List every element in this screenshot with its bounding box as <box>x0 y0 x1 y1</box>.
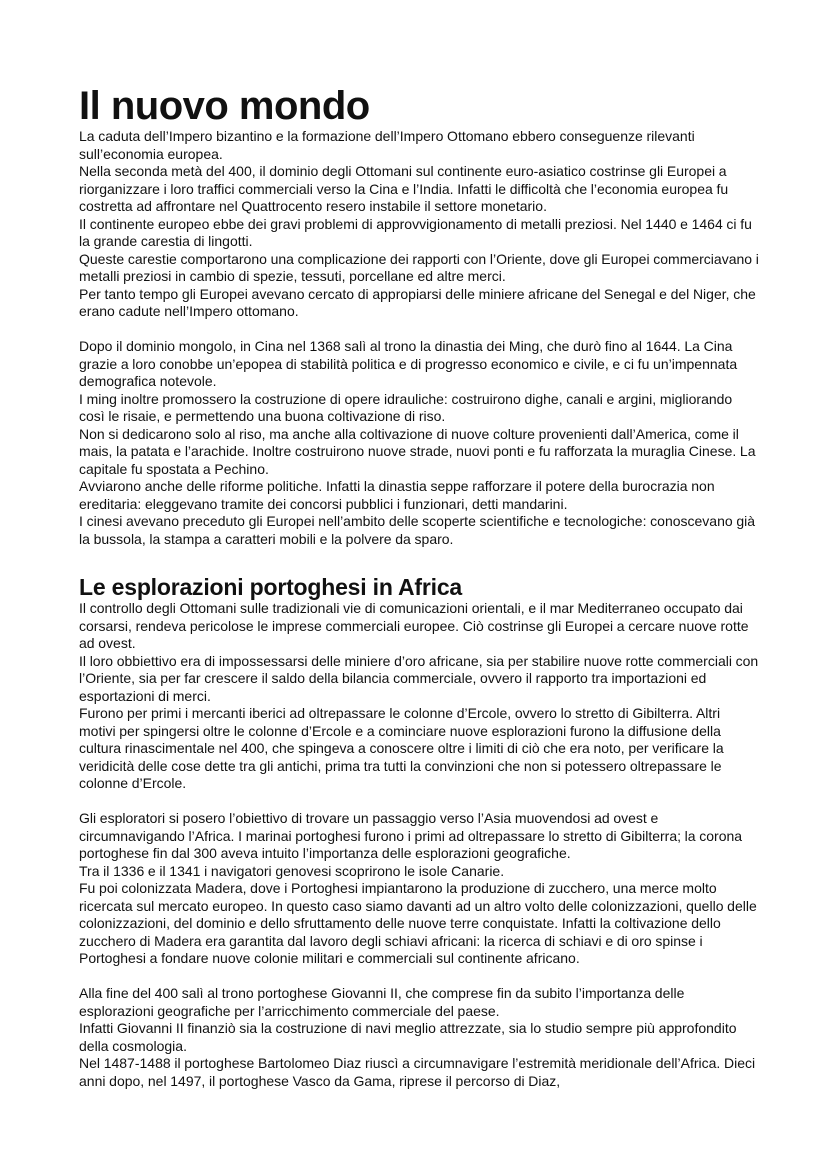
paragraph: I cinesi avevano preceduto gli Europei nell’ambito delle scoperte scientifiche e tecnologiche: conoscevano già la bussola, la stampa a caratteri mobili e la polvere da sparo. <box>79 513 756 547</box>
text-block <box>79 128 759 321</box>
text-block <box>79 985 759 1090</box>
page-title: Il nuovo mondo <box>79 84 370 128</box>
paragraph: Non si dedicarono solo al riso, ma anche alla coltivazione di nuove colture provenienti dall’America, come il mais, la patata e l’arachide. Inoltre costruirono nuove strade, nuovi ponti e fu rafforzata la muraglia Cinese. La capitale fu spostata a Pechino. <box>79 425 756 477</box>
paragraph: Queste carestie comportarono una complicazione dei rapporti con l’Oriente, dove gli Europei commerciavano i metalli preziosi in cambio di spezie, tessuti, porcellane ed altre merci. <box>79 250 759 284</box>
paragraph: Avviarono anche delle riforme politiche. Infatti la dinastia seppe rafforzare il potere della burocrazia non ereditaria: eleggevano tramite dei concorsi pubblici i funzionari, detti mandarini. <box>79 478 715 512</box>
paragraph: Fu poi colonizzata Madera, dove i Portoghesi impiantarono la produzione di zucchero, una merce molto ricercata sul mercato europeo. In questo caso siamo davanti ad un altro volto delle colonizzazioni, quello delle colonizzazioni, del dominio e dello sfruttamento delle nuove terre conquistate. Infatti la coltivazione dello zucchero di Madera era garantita dal lavoro degli schiavi africani: la ricerca di schiavi e di oro spinse i Portoghesi a fondare nuove colonie militari e commerciali sul continente africano. <box>79 880 757 966</box>
section-heading: Le esplorazioni portoghesi in Africa <box>79 574 463 600</box>
paragraph: Dopo il dominio mongolo, in Cina nel 1368 salì al trono la dinastia dei Ming, che durò fino al 1644. La Cina grazie a loro conobbe un’epopea di stabilità politica e di progresso economico e civile, e ci fu un’impennata demografica notevole. <box>79 338 738 389</box>
paragraph: Gli esploratori si posero l’obiettivo di trovare un passaggio verso l’Asia muovendosi ad ovest e circumnavigando l’Africa. I marinai portoghesi furono i primi ad oltrepassare lo stretto di Gibilterra; la corona portoghese fin dal 300 aveva intuito l’importanza delle esplorazioni geografiche. <box>79 810 743 861</box>
text-block <box>79 338 759 548</box>
paragraph: Il loro obbiettivo era di impossessarsi delle miniere d’oro africane, sia per stabilire nuove rotte commerciali con l’Oriente, sia per far crescere il saldo della bilancia commerciale, ovvero il rapporto tra importazioni ed esportazioni di merci. <box>79 652 759 704</box>
text-block <box>79 600 759 793</box>
document-page <box>79 84 759 1090</box>
paragraph: Alla fine del 400 salì al trono portoghese Giovanni II, che comprese fin da subito l’importanza delle esplorazioni geografiche per l’arricchimento commerciale del paese. <box>79 985 685 1019</box>
paragraph: Il controllo degli Ottomani sulle tradizionali vie di comunicazioni orientali, e il mar Mediterraneo occupato dai corsarsi, rendeva pericolose le imprese commerciali europee. Ciò costrinse gli Europei a cercare nuove rotte ad ovest. <box>79 600 749 651</box>
paragraph: Per tanto tempo gli Europei avevano cercato di appropiarsi delle miniere africane del Senegal e del Niger, che erano cadute nell’Impero ottomano. <box>79 285 756 319</box>
paragraph: Nel 1487-1488 il portoghese Bartolomeo Diaz riuscì a circumnavigare l’estremità meridionale dell’Africa. Dieci anni dopo, nel 1497, il portoghese Vasco da Gama, riprese il percorso di Diaz, <box>79 1055 756 1089</box>
paragraph: Infatti Giovanni II finanziò sia la costruzione di navi meglio attrezzate, sia lo studio sempre più approfondito della cosmologia. <box>79 1020 737 1054</box>
paragraph: La caduta dell’Impero bizantino e la formazione dell’Impero Ottomano ebbero conseguenze rilevanti sull’economia europea. <box>79 128 695 162</box>
paragraph: Il continente europeo ebbe dei gravi problemi di approvvigionamento di metalli preziosi. Nel 1440 e 1464 ci fu la grande carestia di lingotti. <box>79 215 752 249</box>
paragraph: Tra il 1336 e il 1341 i navigatori genovesi scoprirono le isole Canarie. <box>79 862 505 879</box>
text-block <box>79 810 759 968</box>
paragraph: Nella seconda metà del 400, il dominio degli Ottomani sul continente euro-asiatico costrinse gli Europei a riorganizzare i loro traffici commerciali verso la Cina e l’India. Infatti le difficoltà che l’economia europea fu costretta ad affrontare nel Quattrocento resero instabile il settore monetario. <box>79 163 729 214</box>
paragraph: Furono per primi i mercanti iberici ad oltrepassare le colonne d’Ercole, ovvero lo stretto di Gibilterra. Altri motivi per spingersi oltre le colonne d’Ercole e a cominciare nuove esplorazioni furono la diffusione della cultura rinascimentale nel 400, che spingeva a conoscere oltre i limiti di ciò che era noto, per verificare la veridicità delle cose dette tra gli antichi, prima tra tutti la convinzioni che non si potessero oltrepassare le colonne d’Ercole. <box>79 705 724 791</box>
paragraph: I ming inoltre promossero la costruzione di opere idrauliche: costruirono dighe, canali e argini, migliorando così le risaie, e permettendo una buona coltivazione di riso. <box>79 390 733 424</box>
